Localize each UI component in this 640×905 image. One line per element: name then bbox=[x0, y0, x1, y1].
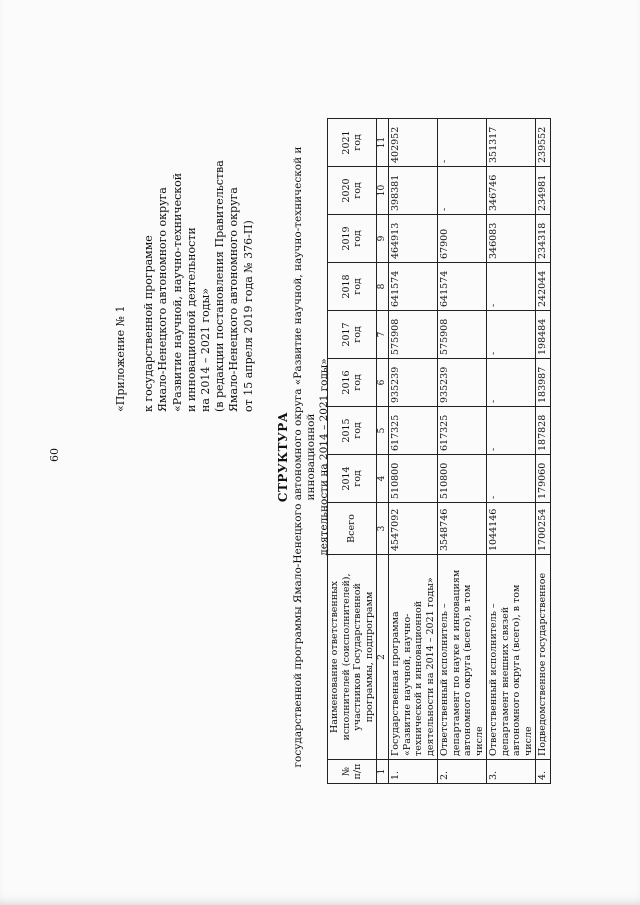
header-total: Всего bbox=[328, 503, 377, 555]
row-value: - bbox=[487, 263, 536, 311]
header-year: 2019 год bbox=[328, 215, 377, 263]
row-total: 3548746 bbox=[438, 503, 487, 555]
row-total: 1700254 bbox=[536, 503, 551, 555]
appendix-line: «Развитие научной, научно-технической bbox=[170, 172, 184, 412]
column-index: 9 bbox=[377, 215, 389, 263]
row-value: - bbox=[487, 407, 536, 455]
page-number: 60 bbox=[48, 448, 61, 462]
header-row bbox=[328, 119, 377, 784]
row-value: 239552 bbox=[536, 119, 551, 167]
appendix-line: от 15 апреля 2019 года № 376-П) bbox=[241, 220, 255, 412]
column-index: 8 bbox=[377, 263, 389, 311]
page-content bbox=[40, 102, 600, 802]
row-value: 575908 bbox=[438, 311, 487, 359]
row-total: 1044146 bbox=[487, 503, 536, 555]
row-value: 510800 bbox=[389, 455, 438, 503]
row-value: 398381 bbox=[389, 167, 438, 215]
row-value: 641574 bbox=[438, 263, 487, 311]
row-name: Государственная программа «Развитие научной, научно-технической и инновационной деятельности на 2014 – 2021 годы» bbox=[389, 555, 438, 760]
document-title: СТРУКТУРА bbox=[276, 411, 290, 503]
document-subtitle bbox=[292, 112, 331, 802]
header-no: № п/п bbox=[328, 760, 377, 784]
column-index: 11 bbox=[377, 119, 389, 167]
header-year: 2015 год bbox=[328, 407, 377, 455]
column-index-row bbox=[377, 119, 389, 784]
appendix-header bbox=[114, 112, 256, 412]
appendix-line: Ямало-Ненецкого автономного округа bbox=[227, 187, 241, 412]
row-value: 346083 bbox=[487, 215, 536, 263]
header-year: 2017 год bbox=[328, 311, 377, 359]
table-row bbox=[438, 119, 487, 784]
column-index: 4 bbox=[377, 455, 389, 503]
row-value: 179060 bbox=[536, 455, 551, 503]
column-index: 2 bbox=[377, 555, 389, 760]
column-index: 6 bbox=[377, 359, 389, 407]
row-value: 575908 bbox=[389, 311, 438, 359]
appendix-line: и инновационной деятельности bbox=[184, 227, 198, 412]
header-name: Наименование ответственных исполнителей (соисполнителей), участников Государственной программы, подпрограмм bbox=[328, 555, 377, 760]
row-value: 351317 bbox=[487, 119, 536, 167]
row-value: - bbox=[487, 311, 536, 359]
row-value: 234318 bbox=[536, 215, 551, 263]
appendix-line: к государственной программе bbox=[142, 235, 156, 412]
row-value: 67900 bbox=[438, 215, 487, 263]
header-year: 2018 год bbox=[328, 263, 377, 311]
header-year: 2020 год bbox=[328, 167, 377, 215]
column-index: 7 bbox=[377, 311, 389, 359]
table-row bbox=[487, 119, 536, 784]
row-value: 510800 bbox=[438, 455, 487, 503]
subtitle-line: деятельности на 2014 – 2021 годы» bbox=[318, 358, 330, 556]
header-year: 2016 год bbox=[328, 359, 377, 407]
row-name: Ответственный исполнитель – департамент внешних связей автономного округа (всего), в том числе bbox=[487, 555, 536, 760]
row-value: 242044 bbox=[536, 263, 551, 311]
row-value: 617325 bbox=[389, 407, 438, 455]
row-value: 402952 bbox=[389, 119, 438, 167]
row-no: 3. bbox=[487, 760, 536, 784]
column-index: 10 bbox=[377, 167, 389, 215]
appendix-line: (в редакции постановления Правительства bbox=[213, 160, 227, 412]
structure-table bbox=[327, 118, 551, 784]
row-value: 346746 bbox=[487, 167, 536, 215]
row-value: 234981 bbox=[536, 167, 551, 215]
appendix-gap bbox=[128, 112, 142, 412]
row-value: - bbox=[438, 167, 487, 215]
header-year: 2021 год bbox=[328, 119, 377, 167]
row-value: 183987 bbox=[536, 359, 551, 407]
row-value: 617325 bbox=[438, 407, 487, 455]
row-no: 2. bbox=[438, 760, 487, 784]
row-value: 187828 bbox=[536, 407, 551, 455]
appendix-line: Ямало-Ненецкого автономного округа bbox=[156, 187, 170, 412]
row-value: 935239 bbox=[389, 359, 438, 407]
row-value: 464913 bbox=[389, 215, 438, 263]
row-no: 4. bbox=[536, 760, 551, 784]
column-index: 5 bbox=[377, 407, 389, 455]
row-value: 641574 bbox=[389, 263, 438, 311]
column-index: 1 bbox=[377, 760, 389, 784]
header-year: 2014 год bbox=[328, 455, 377, 503]
row-no: 1. bbox=[389, 760, 438, 784]
column-index: 3 bbox=[377, 503, 389, 555]
row-total: 4547092 bbox=[389, 503, 438, 555]
row-name: Ответственный исполнитель – департамент по науке и инновациям автономного округа (всего), в том числе bbox=[438, 555, 487, 760]
table-row bbox=[536, 119, 551, 784]
row-value: 198484 bbox=[536, 311, 551, 359]
row-value: 935239 bbox=[438, 359, 487, 407]
table-row bbox=[389, 119, 438, 784]
appendix-line: «Приложение № 1 bbox=[114, 305, 127, 412]
title-block bbox=[276, 112, 331, 802]
appendix-line: на 2014 – 2021 годы» bbox=[199, 287, 213, 412]
row-value: - bbox=[438, 119, 487, 167]
row-value: - bbox=[487, 455, 536, 503]
row-name: Подведомственное государственное bbox=[536, 555, 551, 760]
subtitle-line: государственной программы Ямало-Ненецкого автономного округа «Развитие научной, научно-технической и инновационной bbox=[292, 146, 317, 768]
row-value: - bbox=[487, 359, 536, 407]
